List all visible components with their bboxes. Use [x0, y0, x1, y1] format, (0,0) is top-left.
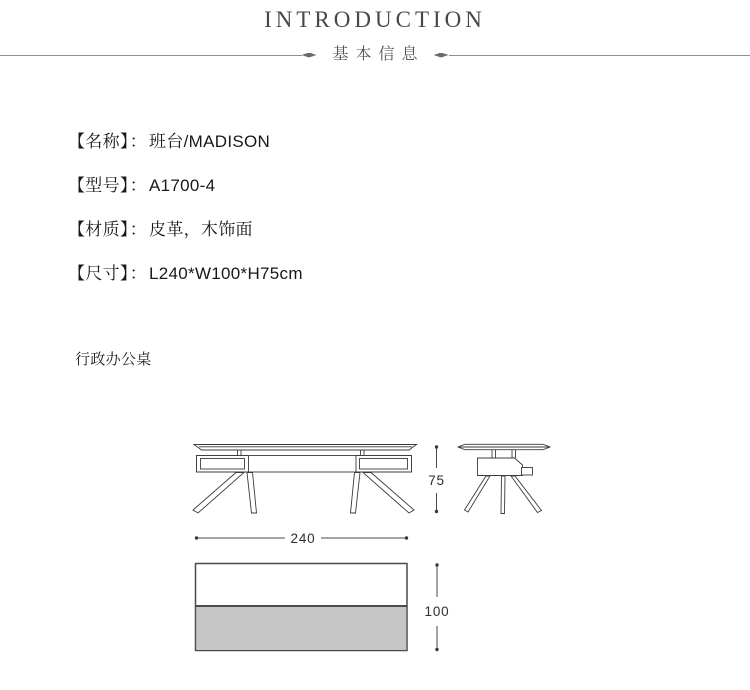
technical-drawing [0, 430, 750, 670]
dimension-height-label: 75 [428, 473, 445, 488]
spec-row-model [68, 177, 303, 195]
spec-value-name: 班台/MADISON [149, 132, 271, 151]
dimension-length-label: 240 [290, 531, 316, 546]
spec-value-size: L240*W100*H75cm [149, 264, 303, 283]
side-handle [522, 468, 533, 476]
spec-separator: ： [129, 132, 148, 151]
spec-value-material: 皮革，木饰面 [149, 220, 253, 239]
side-body [478, 458, 523, 476]
dimension-endpoint [405, 536, 408, 539]
front-leg [351, 473, 361, 514]
dimension-height [428, 445, 445, 513]
spec-label-size: 【尺寸】 [68, 264, 129, 283]
spec-separator: ： [129, 264, 148, 283]
side-leg [511, 476, 542, 513]
side-leg [465, 476, 491, 512]
dimension-endpoint [435, 510, 438, 513]
spec-label-name: 【名称】 [68, 132, 129, 151]
front-leg [363, 473, 414, 514]
spec-label-material: 【材质】 [68, 220, 129, 239]
spec-row-name [68, 133, 303, 151]
spec-row-material [68, 221, 303, 239]
dimension-endpoint [435, 445, 438, 448]
front-leg [247, 473, 257, 514]
side-leg [501, 476, 505, 514]
spec-row-size [68, 265, 303, 283]
section-divider [0, 46, 750, 64]
side-view-drawing [458, 444, 550, 513]
front-tabletop [194, 445, 417, 451]
divider-line-right [449, 55, 750, 56]
dimension-endpoint [195, 536, 198, 539]
front-leg [193, 473, 244, 514]
page-title: INTRODUCTION [264, 7, 486, 32]
dimension-endpoint [435, 563, 438, 566]
dimension-depth [425, 563, 450, 651]
spec-separator: ： [129, 176, 148, 195]
divider-line-left [0, 55, 302, 56]
product-specs [68, 133, 303, 309]
spec-separator: ： [129, 220, 148, 239]
dimension-depth-label: 100 [424, 604, 450, 619]
dimension-length [195, 531, 408, 546]
plan-gray-area [197, 607, 407, 651]
dimension-endpoint [435, 648, 438, 651]
section-subtitle: 基本信息 [332, 46, 425, 63]
front-view-drawing [193, 445, 417, 514]
top-view-drawing [196, 564, 408, 651]
spec-label-model: 【型号】 [68, 176, 129, 195]
product-category-label: 行政办公桌 [75, 351, 152, 368]
spec-value-model: A1700-4 [149, 176, 216, 195]
diamond-icon-right [434, 53, 449, 58]
diamond-icon-left [302, 53, 317, 58]
front-body [197, 456, 412, 473]
